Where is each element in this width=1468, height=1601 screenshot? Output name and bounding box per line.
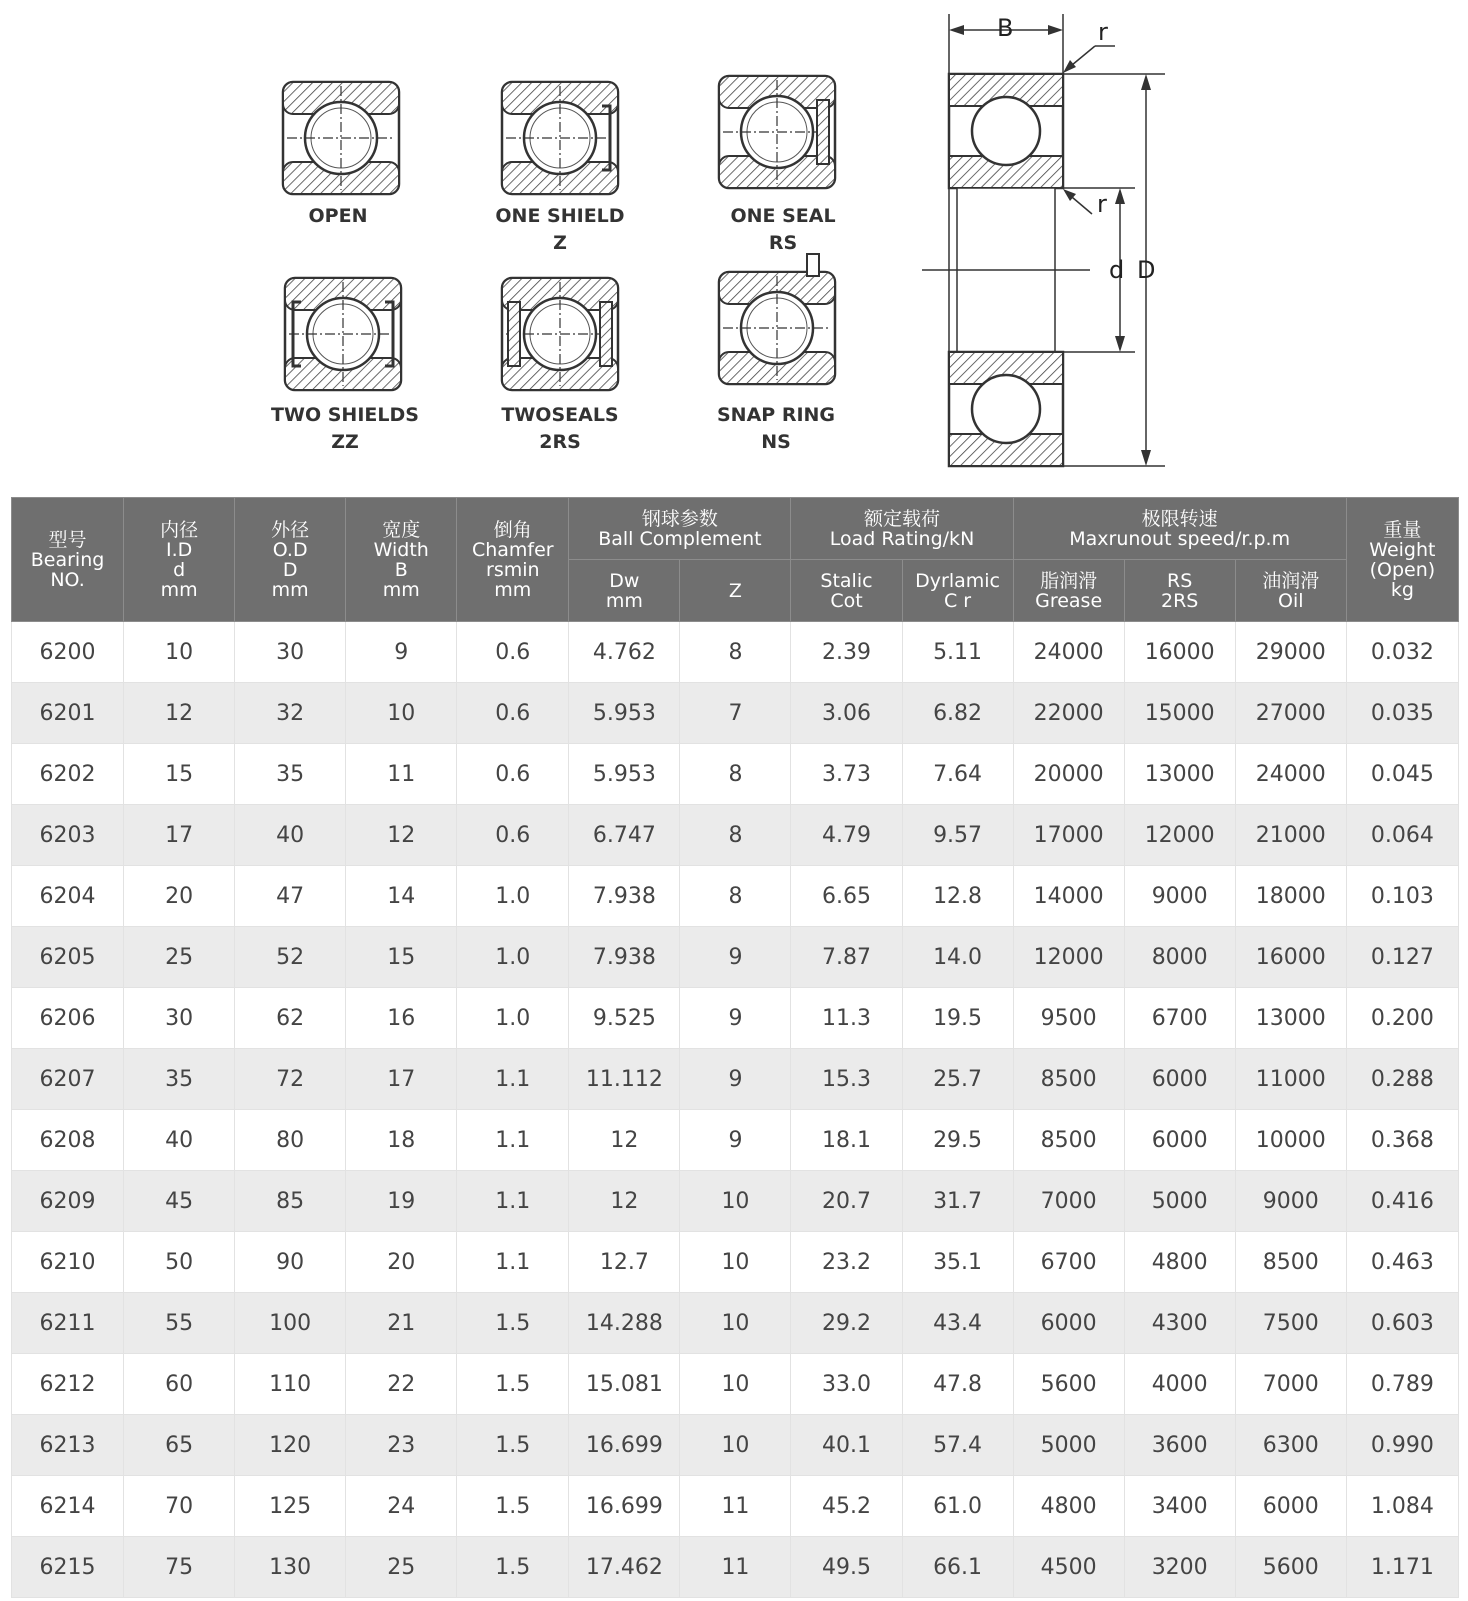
table-header [12,498,1459,622]
cell-bearing-no: 6205 [12,927,124,988]
cell-speed-grease: 17000 [1013,805,1124,866]
cell-ball-dw: 15.081 [569,1354,680,1415]
cell-speed-rs: 16000 [1124,622,1235,683]
dim-label-outer: D [1137,256,1156,284]
cell-bearing-no: 6208 [12,1110,124,1171]
cell-static-load: 3.06 [791,683,902,744]
cell-speed-grease: 6700 [1013,1232,1124,1293]
cell-speed-grease: 8500 [1013,1049,1124,1110]
header-z: Z [680,560,791,622]
cell-ball-z: 9 [680,1110,791,1171]
header-dynamic-cr: Dyrlamic C r [902,560,1013,622]
cell-inner-diameter: 75 [124,1537,235,1598]
cell-ball-z: 9 [680,1049,791,1110]
header-ball-complement: 钢球参数 Ball Complement [569,498,791,560]
cell-dynamic-load: 14.0 [902,927,1013,988]
cell-weight: 0.288 [1346,1049,1458,1110]
cell-dynamic-load: 19.5 [902,988,1013,1049]
cell-weight: 0.368 [1346,1110,1458,1171]
table-row [12,622,1459,683]
cell-speed-oil: 16000 [1235,927,1346,988]
cell-outer-diameter: 130 [235,1537,346,1598]
cell-width: 12 [346,805,457,866]
header-static-cot: Stalic Cot [791,560,902,622]
cell-static-load: 45.2 [791,1476,902,1537]
header-max-speed: 极限转速 Maxrunout speed/r.p.m [1013,498,1346,560]
cell-ball-z: 10 [680,1293,791,1354]
table-row [12,927,1459,988]
cell-chamfer: 1.1 [457,1049,569,1110]
cell-weight: 0.032 [1346,622,1458,683]
cell-ball-dw: 12.7 [569,1232,680,1293]
caption-two-seals [460,402,660,456]
cell-width: 15 [346,927,457,988]
cell-ball-dw: 5.953 [569,744,680,805]
cell-speed-grease: 22000 [1013,683,1124,744]
cell-speed-oil: 8500 [1235,1232,1346,1293]
cell-speed-rs: 12000 [1124,805,1235,866]
cell-ball-dw: 12 [569,1171,680,1232]
cell-speed-rs: 4800 [1124,1232,1235,1293]
cell-weight: 1.171 [1346,1537,1458,1598]
cell-static-load: 29.2 [791,1293,902,1354]
cell-weight: 1.084 [1346,1476,1458,1537]
cell-bearing-no: 6203 [12,805,124,866]
cell-speed-oil: 7500 [1235,1293,1346,1354]
cell-width: 14 [346,866,457,927]
cell-bearing-no: 6204 [12,866,124,927]
cell-inner-diameter: 60 [124,1354,235,1415]
cell-bearing-no: 6206 [12,988,124,1049]
cell-outer-diameter: 52 [235,927,346,988]
cell-speed-oil: 6300 [1235,1415,1346,1476]
cell-ball-z: 9 [680,988,791,1049]
header-bearing-no: 型号 Bearing NO. [12,498,124,622]
cell-weight: 0.045 [1346,744,1458,805]
cell-chamfer: 1.1 [457,1232,569,1293]
cell-outer-diameter: 47 [235,866,346,927]
cell-width: 18 [346,1110,457,1171]
cell-static-load: 6.65 [791,866,902,927]
cell-ball-dw: 17.462 [569,1537,680,1598]
header-oil: 油润滑 Oil [1235,560,1346,622]
cell-width: 17 [346,1049,457,1110]
cell-inner-diameter: 50 [124,1232,235,1293]
cell-bearing-no: 6200 [12,622,124,683]
table-row [12,1232,1459,1293]
cell-speed-rs: 3600 [1124,1415,1235,1476]
cell-static-load: 15.3 [791,1049,902,1110]
cell-speed-rs: 6700 [1124,988,1235,1049]
cell-outer-diameter: 40 [235,805,346,866]
cell-chamfer: 1.5 [457,1354,569,1415]
dim-label-chamfer-top: r [1098,18,1108,46]
cell-chamfer: 1.5 [457,1476,569,1537]
cell-outer-diameter: 110 [235,1354,346,1415]
cell-speed-oil: 7000 [1235,1354,1346,1415]
cell-ball-dw: 12 [569,1110,680,1171]
cell-inner-diameter: 70 [124,1476,235,1537]
cell-speed-grease: 6000 [1013,1293,1124,1354]
cell-bearing-no: 6209 [12,1171,124,1232]
cell-speed-rs: 5000 [1124,1171,1235,1232]
cell-outer-diameter: 125 [235,1476,346,1537]
snap-ring-bearing-icon [719,254,835,384]
cell-speed-grease: 7000 [1013,1171,1124,1232]
cell-outer-diameter: 62 [235,988,346,1049]
cell-width: 16 [346,988,457,1049]
header-load-rating: 额定载荷 Load Rating/kN [791,498,1013,560]
cell-speed-rs: 3400 [1124,1476,1235,1537]
cell-ball-z: 10 [680,1415,791,1476]
caption-one-seal [683,203,883,257]
cell-ball-z: 11 [680,1537,791,1598]
cell-dynamic-load: 35.1 [902,1232,1013,1293]
cell-bearing-no: 6207 [12,1049,124,1110]
header-width: 宽度 Width B mm [346,498,457,622]
caption-open [238,203,438,230]
cell-ball-z: 8 [680,622,791,683]
cell-dynamic-load: 6.82 [902,683,1013,744]
cell-ball-z: 10 [680,1354,791,1415]
bearing-spec-table [11,497,1459,1598]
cell-outer-diameter: 72 [235,1049,346,1110]
cell-speed-oil: 10000 [1235,1110,1346,1171]
bearing-diagrams [0,0,1468,490]
cell-chamfer: 0.6 [457,622,569,683]
cell-bearing-no: 6214 [12,1476,124,1537]
cell-chamfer: 1.5 [457,1415,569,1476]
cell-chamfer: 1.5 [457,1293,569,1354]
cell-ball-z: 11 [680,1476,791,1537]
cell-inner-diameter: 65 [124,1415,235,1476]
header-dw: Dw mm [569,560,680,622]
cell-weight: 0.416 [1346,1171,1458,1232]
cell-static-load: 4.79 [791,805,902,866]
bearing-type-name: OPEN [308,205,368,227]
cell-dynamic-load: 47.8 [902,1354,1013,1415]
cell-speed-oil: 5600 [1235,1537,1346,1598]
bearing-type-code: Z [553,232,567,254]
cell-bearing-no: 6211 [12,1293,124,1354]
cell-speed-grease: 12000 [1013,927,1124,988]
bearing-cross-section [922,14,1165,466]
cell-dynamic-load: 7.64 [902,744,1013,805]
header-chamfer: 倒角 Chamfer rsmin mm [457,498,569,622]
cell-speed-oil: 6000 [1235,1476,1346,1537]
caption-two-shields [245,402,445,456]
bearing-type-code: NS [761,431,791,453]
two-seals-bearing-icon [502,278,618,390]
cell-dynamic-load: 66.1 [902,1537,1013,1598]
table-row [12,1110,1459,1171]
cell-speed-rs: 6000 [1124,1110,1235,1171]
bearing-type-name: TWOSEALS [501,404,619,426]
bearing-type-name: SNAP RING [716,404,836,426]
cell-ball-dw: 4.762 [569,622,680,683]
cell-width: 22 [346,1354,457,1415]
cell-speed-oil: 9000 [1235,1171,1346,1232]
cell-speed-oil: 11000 [1235,1049,1346,1110]
cell-speed-oil: 24000 [1235,744,1346,805]
cell-chamfer: 1.1 [457,1110,569,1171]
cell-bearing-no: 6212 [12,1354,124,1415]
cell-ball-dw: 6.747 [569,805,680,866]
cell-static-load: 2.39 [791,622,902,683]
cell-ball-dw: 14.288 [569,1293,680,1354]
cell-speed-rs: 4300 [1124,1293,1235,1354]
caption-one-shield [460,203,660,257]
cell-inner-diameter: 55 [124,1293,235,1354]
dim-label-chamfer-inner: r [1097,190,1107,218]
table-row [12,683,1459,744]
one-shield-bearing-icon [502,82,618,194]
cell-ball-dw: 7.938 [569,866,680,927]
cell-inner-diameter: 10 [124,622,235,683]
cell-speed-rs: 15000 [1124,683,1235,744]
cell-inner-diameter: 20 [124,866,235,927]
cell-ball-z: 8 [680,805,791,866]
cell-bearing-no: 6213 [12,1415,124,1476]
open-bearing-icon [283,82,399,194]
dim-label-width: B [997,14,1014,42]
cell-speed-grease: 24000 [1013,622,1124,683]
cell-inner-diameter: 35 [124,1049,235,1110]
cell-static-load: 40.1 [791,1415,902,1476]
cell-bearing-no: 6201 [12,683,124,744]
cell-speed-grease: 5600 [1013,1354,1124,1415]
bearing-type-name: TWO SHIELDS [271,404,419,426]
cell-weight: 0.035 [1346,683,1458,744]
header-rs-2rs: RS 2RS [1124,560,1235,622]
cell-outer-diameter: 85 [235,1171,346,1232]
cell-dynamic-load: 43.4 [902,1293,1013,1354]
cell-width: 23 [346,1415,457,1476]
cell-ball-dw: 9.525 [569,988,680,1049]
cell-outer-diameter: 100 [235,1293,346,1354]
cell-bearing-no: 6202 [12,744,124,805]
cell-width: 25 [346,1537,457,1598]
cell-ball-dw: 16.699 [569,1476,680,1537]
cell-dynamic-load: 61.0 [902,1476,1013,1537]
cell-ball-dw: 5.953 [569,683,680,744]
cell-weight: 0.103 [1346,866,1458,927]
table-row [12,1049,1459,1110]
cell-speed-rs: 4000 [1124,1354,1235,1415]
cell-static-load: 49.5 [791,1537,902,1598]
cell-chamfer: 0.6 [457,805,569,866]
cell-speed-grease: 9500 [1013,988,1124,1049]
cell-inner-diameter: 30 [124,988,235,1049]
cell-dynamic-load: 5.11 [902,622,1013,683]
table-row [12,744,1459,805]
cell-width: 11 [346,744,457,805]
cell-width: 20 [346,1232,457,1293]
table-row [12,1171,1459,1232]
cell-dynamic-load: 12.8 [902,866,1013,927]
cell-speed-oil: 13000 [1235,988,1346,1049]
cell-speed-oil: 29000 [1235,622,1346,683]
cell-speed-oil: 21000 [1235,805,1346,866]
header-grease: 脂润滑 Grease [1013,560,1124,622]
cell-outer-diameter: 35 [235,744,346,805]
cell-static-load: 18.1 [791,1110,902,1171]
cell-bearing-no: 6210 [12,1232,124,1293]
cell-width: 9 [346,622,457,683]
cell-chamfer: 1.5 [457,1537,569,1598]
cell-weight: 0.463 [1346,1232,1458,1293]
header-outer-diameter: 外径 O.D D mm [235,498,346,622]
cell-outer-diameter: 120 [235,1415,346,1476]
cell-static-load: 11.3 [791,988,902,1049]
cell-outer-diameter: 90 [235,1232,346,1293]
cell-ball-z: 8 [680,744,791,805]
table-row [12,805,1459,866]
cell-inner-diameter: 45 [124,1171,235,1232]
cell-speed-grease: 20000 [1013,744,1124,805]
cell-dynamic-load: 31.7 [902,1171,1013,1232]
header-weight: 重量 Weight (Open) kg [1346,498,1458,622]
cell-chamfer: 0.6 [457,683,569,744]
cell-speed-rs: 9000 [1124,866,1235,927]
cell-weight: 0.064 [1346,805,1458,866]
cell-ball-z: 9 [680,927,791,988]
cell-speed-grease: 5000 [1013,1415,1124,1476]
table-row [12,1415,1459,1476]
cell-speed-oil: 27000 [1235,683,1346,744]
cell-speed-rs: 3200 [1124,1537,1235,1598]
cell-dynamic-load: 57.4 [902,1415,1013,1476]
cell-ball-z: 7 [680,683,791,744]
cell-ball-z: 10 [680,1171,791,1232]
cell-inner-diameter: 40 [124,1110,235,1171]
one-seal-bearing-icon [719,76,835,188]
bearing-type-code: RS [768,232,798,254]
cell-static-load: 33.0 [791,1354,902,1415]
cell-static-load: 7.87 [791,927,902,988]
bearing-type-name: ONE SEAL [730,205,836,227]
cell-width: 10 [346,683,457,744]
cell-speed-grease: 14000 [1013,866,1124,927]
cell-chamfer: 1.1 [457,1171,569,1232]
cell-dynamic-load: 9.57 [902,805,1013,866]
cell-speed-rs: 8000 [1124,927,1235,988]
cell-inner-diameter: 25 [124,927,235,988]
cell-weight: 0.127 [1346,927,1458,988]
cell-static-load: 3.73 [791,744,902,805]
cell-chamfer: 1.0 [457,866,569,927]
cell-width: 19 [346,1171,457,1232]
cell-width: 24 [346,1476,457,1537]
cell-ball-dw: 16.699 [569,1415,680,1476]
table-row [12,988,1459,1049]
caption-snap-ring [676,402,876,456]
cell-bearing-no: 6215 [12,1537,124,1598]
cell-ball-z: 8 [680,866,791,927]
cell-speed-oil: 18000 [1235,866,1346,927]
cell-outer-diameter: 30 [235,622,346,683]
cell-speed-rs: 6000 [1124,1049,1235,1110]
cell-ball-dw: 7.938 [569,927,680,988]
cell-static-load: 23.2 [791,1232,902,1293]
cell-outer-diameter: 32 [235,683,346,744]
cell-weight: 0.200 [1346,988,1458,1049]
cell-speed-grease: 4500 [1013,1537,1124,1598]
cell-chamfer: 1.0 [457,927,569,988]
dim-label-bore: d [1109,256,1125,284]
cell-speed-grease: 8500 [1013,1110,1124,1171]
bearing-type-name: ONE SHIELD [495,205,625,227]
two-shields-bearing-icon [285,278,401,390]
cell-ball-z: 10 [680,1232,791,1293]
header-inner-diameter: 内径 I.D d mm [124,498,235,622]
cell-dynamic-load: 29.5 [902,1110,1013,1171]
cell-speed-rs: 13000 [1124,744,1235,805]
table-row [12,1537,1459,1598]
cell-weight: 0.603 [1346,1293,1458,1354]
cell-weight: 0.789 [1346,1354,1458,1415]
table-row [12,1293,1459,1354]
cell-speed-grease: 4800 [1013,1476,1124,1537]
table-row [12,866,1459,927]
cell-inner-diameter: 15 [124,744,235,805]
cell-chamfer: 0.6 [457,744,569,805]
cell-chamfer: 1.0 [457,988,569,1049]
cell-width: 21 [346,1293,457,1354]
bearing-type-code: ZZ [331,431,359,453]
cell-weight: 0.990 [1346,1415,1458,1476]
cell-dynamic-load: 25.7 [902,1049,1013,1110]
table-row [12,1476,1459,1537]
cell-inner-diameter: 12 [124,683,235,744]
table-body [12,622,1459,1598]
cell-outer-diameter: 80 [235,1110,346,1171]
cell-static-load: 20.7 [791,1171,902,1232]
table-row [12,1354,1459,1415]
cell-inner-diameter: 17 [124,805,235,866]
cell-ball-dw: 11.112 [569,1049,680,1110]
bearing-type-code: 2RS [539,431,581,453]
